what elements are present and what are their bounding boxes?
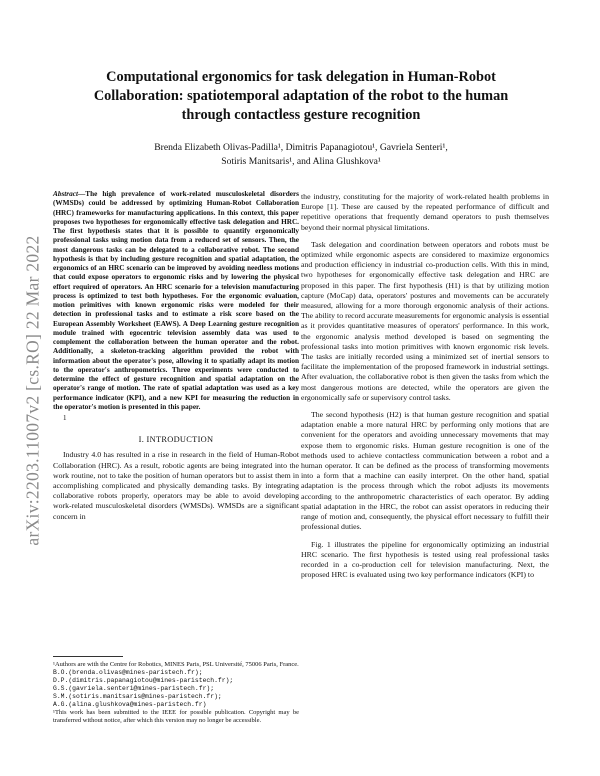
arxiv-id-text: arXiv:2203.11007v2 [cs.RO] 22 Mar 2022 bbox=[22, 234, 43, 546]
body-paragraph-1: the industry, constituting for the majority of work-related health problems in Europe [1]. These are caused by the repeated performance of difficult and repetitive operations that frequently demand operators to push themselves beyond their normal physical limitations. bbox=[301, 192, 549, 232]
section-heading-introduction: I. INTRODUCTION bbox=[138, 435, 214, 445]
footnote-email: S.M.(sotiris.manitsaris@mines-paristech.fr); bbox=[53, 693, 222, 700]
footnote-email: G.S.(gavriela.senteri@mines-paristech.fr); bbox=[53, 685, 215, 692]
footnote-email: A.G.(alina.glushkova@mines-paristech.fr) bbox=[53, 701, 207, 708]
body-paragraph-4: Fig. 1 illustrates the pipeline for ergonomically optimizing an industrial HRC scenario. The first hypothesis is tested using real professional tasks recorded in a co-production cell for television manufacturing. Next, the proposed HRC is evaluated using two key performance indicators (KPI) to bbox=[301, 539, 549, 580]
authors-line-1: Brenda Elizabeth Olivas-Padilla¹, Dimitris Papanagiotou¹, Gavriela Senteri¹, bbox=[154, 142, 448, 153]
arxiv-identifier bbox=[18, 200, 48, 580]
footnote-email: B.O.(brenda.olivas@mines-paristech.fr); bbox=[53, 669, 203, 676]
left-column bbox=[53, 190, 299, 522]
body-paragraph-2: Task delegation and coordination between operators and robots must be optimized while ergonomic aspects are considered to maximize ergonomics and production efficiency in industrial co-production cells. With this in mind, two hypotheses for ergonomically effective task delegation and HRC are proposed in this paper. The first hypothesis (H1) is that by utilizing motion capture (MoCap) data, operators' postures and movements can be accurately measured, allowing for a more thorough ergonomic analysis of their actions. The ability to record accurate measurements for ergonomic analysis is essential as it provides quantitative measures of operators' performance. In this work, the ergonomic analysis method developed is based on segmenting the professional tasks into motion primitives with known ergonomic risk levels. The tasks are initially recorded using a minimized set of inertial sensors to facilitate the implementation of the proposed framework in industrial settings. After evaluation, the collaborative robot is then given the tasks from which the most dangerous motions are detected, while the operators are given the ergonomically safe or supervisory control tasks. bbox=[301, 239, 549, 402]
abstract-label: Abstract bbox=[53, 190, 78, 198]
right-column bbox=[301, 192, 549, 580]
authors-line-2: Sotiris Manitsaris¹, and Alina Glushkova¹ bbox=[221, 156, 381, 167]
footnotes bbox=[53, 656, 299, 725]
paper-title: Computational ergonomics for task delegation in Human-Robot Collaboration: spatiotemporal adaptation of the robot to the human through contactless gesture recognition bbox=[93, 69, 509, 123]
abstract bbox=[53, 190, 299, 412]
author-list bbox=[70, 141, 532, 169]
footnote-affiliation: ¹Authors are with the Centre for Robotics, MINES Paris, PSL Université, 75006 Paris, France. bbox=[53, 661, 299, 668]
footnote-email: D.P.(dimitris.papanagiotou@mines-paristech.fr); bbox=[53, 677, 234, 684]
abstract-text: —The high prevalence of work-related musculoskeletal disorders (WMSDs) could be addressed by optimizing Human-Robot Collaboration (HRC) frameworks for manufacturing applications. In this context, this paper proposes two hypotheses for ergonomically effective task delegation and HRC. The first hypothesis states that it is possible to quantify ergonomically professional tasks using motion data from a reduced set of sensors. Then, the most dangerous tasks can be delegated to a collaborative robot. The second hypothesis is that by including gesture recognition and spatial adaptation, the ergonomics of an HRC scenario can be improved by avoiding needless motions that could expose operators to ergonomic risks and by lowering the physical effort required of operators. An HRC scenario for a television manufacturing process is optimized to test both hypotheses. For the ergonomic evaluation, motion primitives with known ergonomic risks were modeled for their detection in professional tasks and to estimate a risk score based on the European Assembly Worksheet (EAWS). A Deep Learning gesture recognition module trained with egocentric television assembly data was used to complement the collaboration between the human operator and the robot. Additionally, a skeleton-tracking algorithm provided the robot with information about the operator's pose, allowing it to spatially adapt its motion to the operator's anthropometrics. Three experiments were conducted to determine the effect of gesture recognition and spatial adaptation on the operator's range of motion. The rate of spatial adaptation was used as a key performance indicator (KPI), and a new KPI for measuring the reduction in the operator's motion is presented in this paper. bbox=[53, 190, 299, 411]
abstract-footnote-mark: 1 bbox=[63, 414, 67, 422]
footnote-divider bbox=[53, 656, 123, 657]
footnote-ieee-notice: ¹This work has been submitted to the IEEE for possible publication. Copyright may be transferred without notice, after which this version may no longer be accessible. bbox=[53, 709, 299, 724]
body-paragraph-3: The second hypothesis (H2) is that human gesture recognition and spatial adaptation enable a more natural HRC by performing only motions that are convenient for the operators and avoiding unnecessary movements that may expose them to ergonomic risks. Human gesture recognition is one of the methods used to achieve contactless communication between a robot and a human operator. It can be defined as the process of transforming movements into a form that a machine can easily interpret. On the other hand, spatial adaptation is the process through which the robot adjusts its movements according to the anthropometric characteristics of each operator. By adding spatial adaptation in the HRC, the robot can assist operators in reducing their range of motion and, consequently, the physical effort necessary to fulfill their professional duties. bbox=[301, 410, 549, 532]
intro-paragraph-1: Industry 4.0 has resulted in a rise in research in the field of Human-Robot Collaboration (HRC). As a result, robotic agents are being integrated into the work routine, not to take the position of human operators but to assist them in accomplishing complicated and physically demanding tasks. By integrating collaborative robots properly, operators may be able to avoid developing work-related musculoskeletal disorders (WMSDs). WMSDs are a significant concern in bbox=[53, 450, 299, 521]
